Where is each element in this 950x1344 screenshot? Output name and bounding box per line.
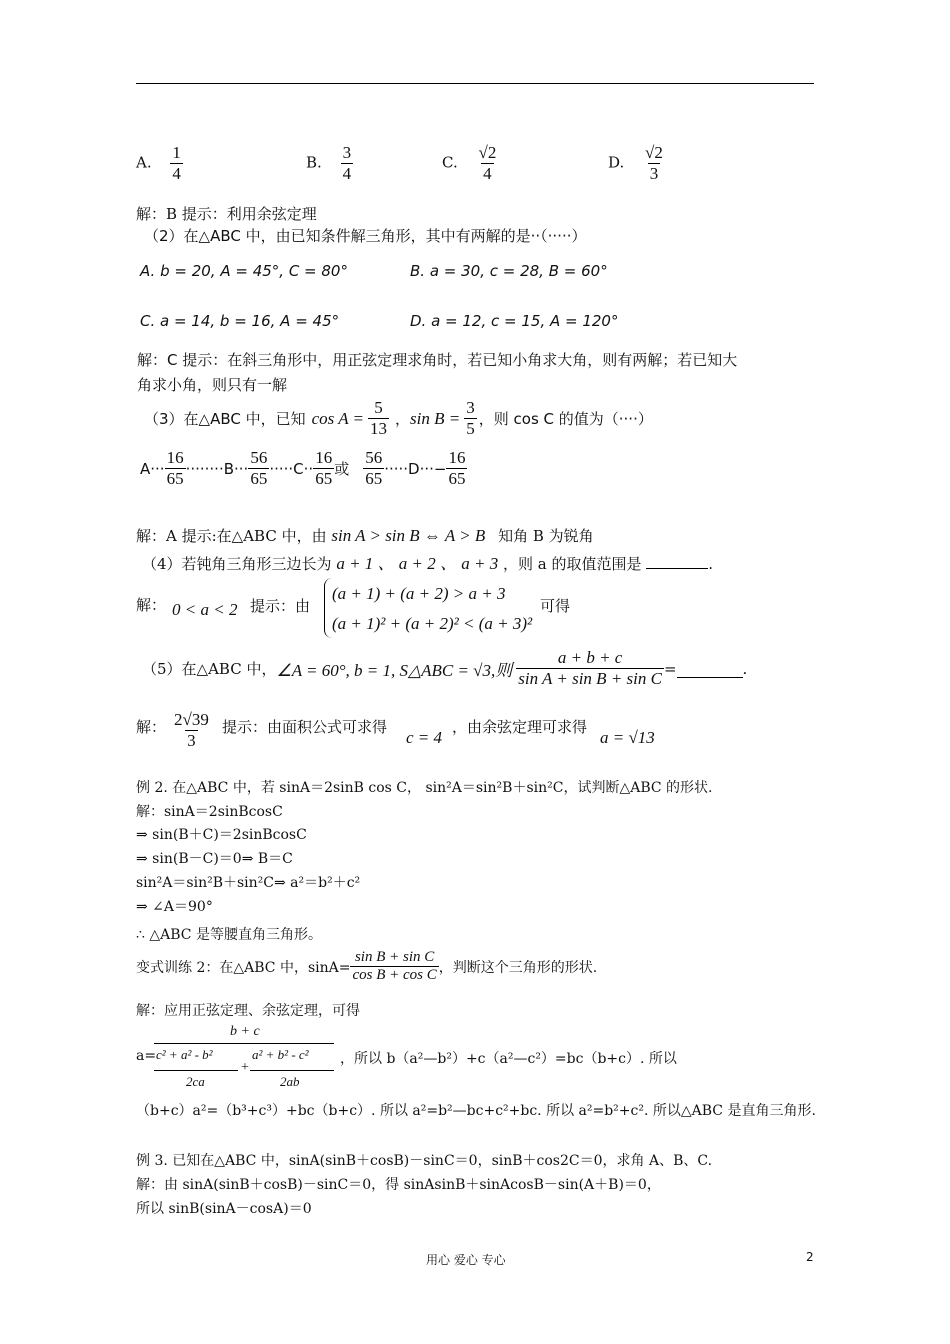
variant-2-step: ，所以 b（a²—b²）+c（a²—c²）=bc（b+c）. 所以: [340, 1051, 677, 1067]
f1-denominator: 2ca: [186, 1074, 205, 1089]
q2-option-d: D. a = 12, c = 15, A = 120°: [410, 312, 619, 330]
numerator: 16: [315, 448, 333, 467]
q5-a-value: a = √13: [600, 728, 655, 747]
example-2-conclusion: ∴ △ABC 是等腰直角三角形。: [136, 927, 322, 943]
big-fraction-bar: [154, 1043, 334, 1044]
plus-sign: +: [241, 1060, 249, 1075]
example-2-step: sin²A＝sin²B＋sin²C⇒ a²＝b²＋c²: [136, 875, 361, 891]
variant-2-prefix: 变式训练 2：在△ABC 中，sinA=: [136, 959, 351, 976]
option-label: C.: [442, 153, 458, 172]
sin-b-fraction: [464, 398, 477, 439]
q2-solution-line2: 角求小角，则只有一解: [137, 376, 288, 394]
q2-solution-line1: 解：C 提示：在斜三角形中，用正弦定理求角时，若已知小角求大角，则有两解；若已知大: [137, 351, 738, 369]
numerator: √2: [645, 143, 663, 162]
q1-solution: 解：B 提示：利用余弦定理: [136, 205, 317, 223]
q3-solution-prefix: 解：A 提示:在△ABC 中，由: [136, 527, 327, 545]
or-word: 或: [334, 460, 350, 478]
footer-motto: 用心 爱心 专心: [426, 1253, 506, 1267]
q4-stem-prefix: （4）若钝角三角形三边长为: [142, 555, 332, 573]
variant-2-conclusion: （b+c）a²=（b³+c³）+bc（b+c）. 所以 a²=b²—bc+c²+bc. 所以 a²=b²+c². 所以△ABC 是直角三角形.: [136, 1103, 816, 1119]
fraction: [363, 448, 384, 489]
f1-bar: [154, 1070, 238, 1071]
q2-option-b: B. a = 30, c = 28, B = 60°: [410, 262, 608, 280]
denominator: 4: [483, 164, 492, 183]
numerator: 5: [374, 398, 383, 417]
numerator: 3: [342, 143, 352, 162]
q3-solution-suffix: 知角 B 为锐角: [498, 527, 594, 545]
denominator: sin A + sin B + sin C: [518, 669, 662, 688]
numerator: 16: [166, 448, 184, 467]
denominator: 3: [187, 731, 196, 750]
fraction: [313, 448, 334, 489]
numerator: 56: [365, 448, 383, 467]
q5-hint-1: 提示：由面积公式可求得: [222, 718, 388, 736]
q1-option-a: [136, 143, 183, 184]
fraction: [643, 143, 665, 184]
q5-hint-2: ，由余弦定理可求得: [452, 718, 588, 736]
q4-conclude: 可得: [540, 597, 571, 615]
q4-stem: （4）若钝角三角形三边长为 a + 1 、 a + 2 、 a + 3 ，则 a 的取值范围是 .: [142, 554, 714, 573]
variant-2-suffix: ，判断这个三角形的形状.: [438, 959, 598, 976]
numerator: 3: [466, 398, 475, 417]
example-2-step: ⇒ ∠A＝90°: [136, 899, 213, 915]
numerator: 16: [448, 448, 466, 467]
cos-a-fraction: [368, 398, 389, 439]
fraction: [170, 143, 183, 184]
example-2-title: 例 2. 在△ABC 中，若 sinA＝2sinB cos C， sin²A＝sin²B＋sin²C，试判断△ABC 的形状.: [136, 780, 713, 796]
page-number: 2: [806, 1250, 814, 1264]
q3-stem-prefix: （3）在△ABC 中，已知: [144, 410, 306, 428]
numerator: sin B + sin C: [354, 949, 435, 965]
q5-condition: ∠A = 60°, b = 1, S△ABC = √3,则: [276, 661, 513, 680]
equals: =: [663, 659, 677, 678]
example-2-step: 解：sinA＝2sinBcosC: [136, 804, 283, 820]
fraction: [446, 448, 467, 489]
q5-c-value: c = 4: [406, 728, 443, 747]
denominator: 4: [172, 164, 181, 183]
q3-solution: [136, 525, 594, 546]
denominator: 4: [342, 164, 352, 183]
fraction: [165, 448, 186, 489]
q5-fraction: [516, 648, 664, 689]
q5-answer: [172, 710, 211, 751]
option-d-label: ·····D···−: [384, 459, 447, 478]
q4-inequality-2: (a + 1)² + (a + 2)² < (a + 3)²: [332, 614, 533, 633]
numerator: √2: [478, 143, 497, 162]
fraction: [341, 143, 354, 184]
denominator: 65: [365, 469, 383, 488]
example-2-step: ⇒ sin(B＋C)＝2sinBcosC: [136, 827, 307, 843]
q4-sides: a + 1 、 a + 2 、 a + 3: [336, 554, 499, 573]
fraction: [248, 448, 269, 489]
numerator: 56: [250, 448, 268, 467]
sin-b-label: sin B =: [410, 408, 461, 428]
q2-stem: （2）在△ABC 中，由已知条件解三角形，其中有两解的是··（·····）: [144, 227, 587, 245]
variant-2-fraction: [350, 949, 438, 984]
big-fraction-numerator: b + c: [230, 1024, 260, 1039]
q3-stem: （3）在△ABC 中，已知 cos A = $\frac{5}{13}$ ， sin B = $\frac{3}{5}$ ，则 cos C 的值为（····）: [144, 398, 653, 438]
a-equals: a=: [136, 1048, 157, 1064]
option-label: B.: [306, 153, 322, 172]
header-rule: [136, 83, 814, 84]
denominator: 65: [315, 469, 333, 488]
q4-hint: 提示：由: [250, 597, 311, 615]
option-c-label: ·····C··: [269, 459, 314, 478]
denominator: 65: [448, 469, 466, 488]
example-3-title: 例 3. 已知在△ABC 中，sinA(sinB＋cosB)－sinC＝0，sinB＋cos2C＝0，求角 A、B、C.: [136, 1153, 713, 1169]
fraction: [477, 143, 499, 184]
q2-option-a: A. b = 20, A = 45°, C = 80°: [140, 262, 348, 280]
variant-2-stem: [136, 949, 597, 984]
answer-blank[interactable]: [646, 568, 708, 569]
denominator: 5: [466, 419, 475, 438]
q5-stem-prefix: （5）在△ABC 中，: [142, 660, 277, 678]
q1-option-c: [442, 143, 498, 184]
q3-solution-math: sin A > sin B ⇔ A > B: [331, 526, 486, 545]
q3-options: [140, 448, 467, 489]
q1-option-b: [306, 143, 353, 184]
variant-2-solution-intro: 解：应用正弦定理、余弦定理，可得: [136, 1003, 360, 1019]
f1-numerator: c² + a² - b²: [156, 1047, 213, 1062]
q2-option-c: C. a = 14, b = 16, A = 45°: [140, 312, 340, 330]
q5-stem: （5）在△ABC 中， ∠A = 60°, b = 1, S△ABC = √3,则 $\frac{a + b + c}{\text{sin A + sin B + sin C}}$ = .: [142, 648, 748, 688]
example-2-step: ⇒ sin(B－C)＝0⇒ B＝C: [136, 851, 293, 867]
denominator: cos B + cos C: [352, 967, 437, 983]
f2-bar: [250, 1070, 334, 1071]
q5-solution-label: 解：: [136, 718, 167, 736]
numerator: 1: [172, 143, 181, 162]
option-a-label: A···: [140, 459, 165, 478]
option-b-label: ········B···: [185, 459, 249, 478]
numerator: a + b + c: [557, 648, 623, 667]
q4-inequality-1: (a + 1) + (a + 2) > a + 3: [332, 584, 506, 603]
q4-solution-label: 解：: [136, 596, 167, 614]
q1-option-d: [608, 143, 665, 184]
denominator: 65: [250, 469, 268, 488]
f2-denominator: 2ab: [280, 1074, 300, 1089]
f2-numerator: a² + b² - c²: [252, 1047, 309, 1062]
example-3-line-1: 解：由 sinA(sinB＋cosB)－sinC＝0，得 sinAsinB＋sinAcosB－sin(A＋B)＝0，: [136, 1177, 661, 1193]
answer-blank[interactable]: [677, 659, 743, 678]
q4-stem-suffix: ，则 a 的取值范围是: [503, 555, 642, 573]
option-label: A.: [136, 153, 152, 172]
q4-solution-range: 0 < a < 2: [172, 600, 238, 619]
example-3-line-2: 所以 sinB(sinA－cosA)＝0: [136, 1201, 312, 1217]
denominator: 3: [649, 164, 659, 183]
denominator: 65: [166, 469, 184, 488]
q3-stem-suffix: ，则 cos C 的值为（····）: [478, 410, 653, 428]
numerator: 2√39: [174, 710, 209, 729]
denominator: 13: [370, 419, 388, 438]
fraction: [172, 710, 211, 751]
option-label: D.: [608, 153, 625, 172]
cos-a-label: cos A =: [311, 408, 365, 428]
